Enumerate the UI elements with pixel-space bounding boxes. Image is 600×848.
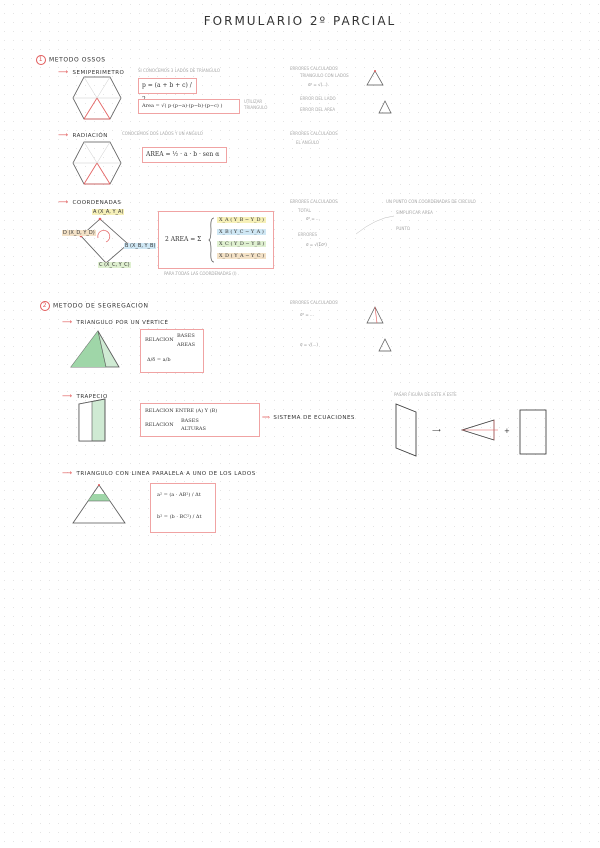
arrow-icon: ⟶: [62, 469, 73, 477]
right-right-line: SIMPLIFICAR AREA: [396, 210, 433, 215]
triangle-vertex-diagram: [70, 330, 120, 368]
right-note-line: ERROR DEL LADO: [300, 96, 336, 101]
subsection-label: RADIACIÓN: [72, 133, 108, 139]
trapezoid-diagram: [78, 398, 106, 442]
relation-areas: AREAS: [177, 342, 196, 348]
note: PARA TODAS LAS COORDENADAS (I): [164, 271, 237, 276]
subsection-label: SEMIPERIMETRO: [72, 70, 125, 76]
transform-diagram: [394, 402, 554, 458]
note: CONOCEMOS DOS LADOS Y UN ANGULO: [122, 131, 203, 136]
coord-term-2: X_B ( Y_C − Y_A ): [219, 229, 264, 235]
note: SI CONOCEMOS 3 LADOS DE TRIANGULO: [138, 68, 220, 73]
formula-triangle-vertex: [140, 329, 204, 373]
right-note-formula: σ² = ...: [306, 216, 320, 221]
triangle-small-1: [366, 70, 384, 86]
quadrilateral-diagram: [80, 218, 130, 264]
right-note-title: ERRORES CALCULADOS: [290, 66, 338, 71]
area-sum-label: 2 AREA = Σ: [165, 236, 202, 243]
point-d-label: D (X_D, Y_D): [63, 230, 95, 236]
side-note: UTILIZAR TRIANGULO: [244, 99, 268, 110]
page-title: FORMULARIO 2º PARCIAL: [203, 14, 397, 28]
point-b-label: B (X_B, Y_B): [125, 243, 156, 249]
coord-term-4: X_D ( Y_A − Y_C ): [219, 253, 265, 259]
relation-bases: BASES: [181, 418, 199, 424]
subsection-triangulo-vertice: [62, 318, 169, 326]
equations-arrow: [262, 415, 355, 421]
formula-semiperimeter: p = (a + b + c) /: [138, 78, 197, 94]
relation-ab: RELACION ENTRE (A) Y (B): [145, 408, 218, 414]
section-title: METODO OSSOS: [49, 56, 106, 64]
relation-label: RELACION: [145, 337, 174, 343]
right-note-title: ERRORES CALCULADOS: [290, 131, 338, 136]
section-2-heading: [40, 301, 149, 311]
subsection-radiacion: [58, 131, 108, 139]
subsection-label: COORDENADAS: [72, 200, 122, 206]
right-note-title: ERRORES CALCULADOS: [290, 300, 338, 305]
triangle-parallel-diagram: [72, 484, 126, 524]
formula-b-squared: b² = (b · BC²) / Δt: [157, 514, 202, 520]
right-note-formula: σ² = √(...): [308, 82, 328, 87]
hexagon-diagram-2: [72, 141, 122, 185]
point-c-label: C (X_C, Y_C): [99, 262, 130, 268]
formula-parallel: [150, 483, 216, 533]
point-a-label: A (X_A, Y_A): [93, 209, 124, 215]
subsection-label: TRAPECIO: [76, 394, 108, 400]
right-note-formula: σ = √(...): [300, 342, 318, 347]
formula-trapezoid: [140, 403, 260, 437]
right-right-title: UN PUNTO CON COORDENADAS DE CIRCULO: [386, 199, 476, 204]
subsection-semiperimetro: [58, 68, 124, 76]
curve-connector: [356, 214, 396, 236]
arrow-icon: ⟶: [58, 68, 69, 76]
equations-label: SISTEMA DE ECUACIONES: [273, 415, 355, 421]
formula-radiation-area: AREA = ½ · a · b · sen α: [142, 147, 227, 163]
right-note-line: ERRORES: [298, 232, 318, 237]
brace-icon: [209, 217, 215, 263]
right-note-formula: σ = √(Σσ²): [306, 242, 327, 247]
arrow-icon: ⟶: [58, 131, 69, 139]
arrow-icon: ⟶: [58, 198, 69, 206]
section-number: 2: [40, 301, 50, 311]
formula-heron-area: Area = √( p·(p−a)·(p−b)·(p−c) ): [138, 99, 240, 114]
subsection-label: TRIANGULO CON LINEA PARALELA A UNO DE LOS LADOS: [76, 471, 256, 477]
hexagon-diagram-1: [72, 76, 122, 120]
right-note-line: ERROR DEL AREA: [300, 107, 336, 112]
triangle-small-2: [378, 100, 392, 114]
arrow-icon: ⟶: [62, 318, 73, 326]
formula-a-squared: a² = (a · AB²) / Δt: [157, 492, 201, 498]
subsection-label: TRIANGULO POR UN VERTICE: [76, 320, 169, 326]
section-1-heading: [36, 55, 106, 65]
right-note-title: ERRORES CALCULADOS: [290, 199, 338, 204]
right-note-line: TOTAL: [298, 208, 311, 213]
coord-term-1: X_A ( Y_B − Y_D ): [219, 217, 264, 223]
svg-text:+: +: [504, 427, 510, 435]
formula-coordinates-area: [158, 211, 274, 269]
relation-bases: BASES: [177, 333, 195, 339]
right-note-line: TRIANGULO CON LADOS: [300, 73, 349, 78]
svg-text:⟶: ⟶: [432, 427, 441, 434]
right-right-line: PUNTO: [396, 226, 410, 231]
coord-term-3: X_C ( Y_D − Y_B ): [219, 241, 265, 247]
right-note-title: PASAR FIGURA DE ESTE A ESTE: [394, 392, 457, 397]
triangle-small-3: [366, 306, 384, 324]
double-arrow-icon: ⟹: [262, 415, 271, 421]
arrow-icon: ⟶: [62, 392, 73, 400]
triangle-small-4: [378, 338, 392, 352]
section-title: METODO DE SEGREGACION: [53, 302, 149, 310]
right-note-line: EL ANGULO: [296, 140, 320, 145]
right-note-formula: σ² = ...: [300, 312, 314, 317]
subsection-coordenadas: [58, 198, 121, 206]
relation-heights: ALTURAS: [181, 426, 206, 432]
section-number: 1: [36, 55, 46, 65]
subsection-triangulo-paralela: [62, 469, 256, 477]
ratio-formula: Δ/δ = a/b: [147, 357, 171, 363]
relation-label: RELACION: [145, 422, 174, 428]
